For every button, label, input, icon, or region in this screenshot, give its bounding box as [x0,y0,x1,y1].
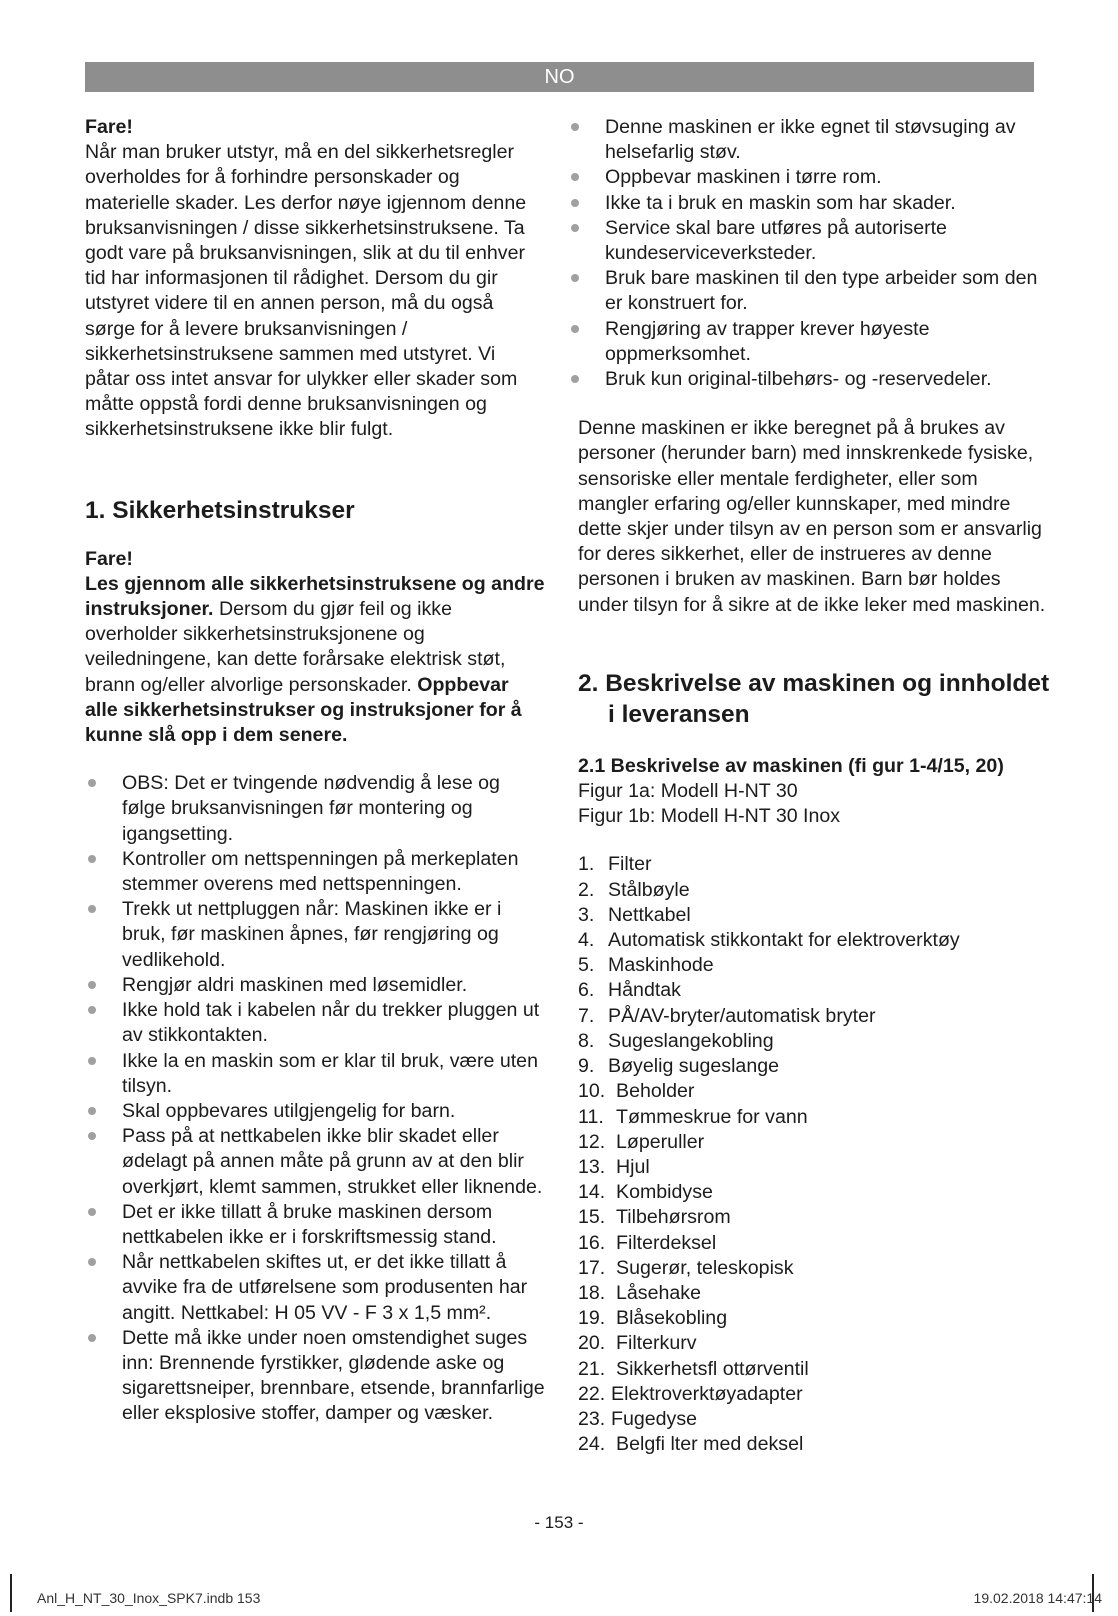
list-item: Oppbevar maskinen i tørre rom. [568,165,1053,190]
list-item: 3. Nettkabel [578,903,691,926]
bullet-icon [88,1258,96,1266]
figure-1a-caption: Figur 1a: Modell H-NT 30 [578,780,798,803]
left-column [85,115,545,1427]
list-item: 1. Filter [578,853,652,876]
language-code: NO [544,66,575,88]
bullet-icon [88,1107,96,1115]
list-item: Service skal bare utføres på autoriserte kundeserviceverksteder. [568,216,1053,266]
list-item: 18. Låsehake [578,1281,701,1304]
list-item: Det er ikke tillatt å bruke maskinen dersom nettkabelen ikke er i forskriftsmessig stand. [85,1200,545,1250]
right-column [578,115,1053,1457]
bullet-icon [571,224,579,232]
warning-bold-read: Les gjennom alle sikkerhetsinstruksene og andre instruksjoner. [85,572,545,621]
page-number: - 153 - [534,1513,584,1532]
list-item: 9. Bøyelig sugeslange [578,1055,780,1078]
persons-paragraph: Denne maskinen er ikke beregnet på å brukes av personer (herunder barn) med innskrenkede fysiske, sensoriske eller mentale ferdigheter, eller som mangler erfaring og/eller kunnskaper, med mindre dette skjer under tilsyn av en person som er ansvarlig for deres sikkerhet, eller de instrueres av denne personen i bruken av maskinen. Barn bør holdes under tilsyn for å sikre at de ikke leker med maskinen. [578,417,1046,616]
section-2-title: 2. Beskrivelse av maskinen og innholdet i leveransen [578,669,1050,728]
bullet-icon [571,123,579,131]
list-item: Bruk kun original-tilbehørs- og -reservedeler. [568,367,1053,392]
list-item: Rengjør aldri maskinen med løsemidler. [85,973,545,998]
intro-paragraph: Når man bruker utstyr, må en del sikkerhetsregler overholdes for å forhindre personskader og materielle skader. Les derfor nøye igjennom denne bruksanvisningen / disse sikkerhetsinstruksene. Ta godt vare på bruksanvisningen, slik at du til enhver tid har informasjonen til rådighet. Dersom du gir utstyret videre til en annen person, må du også sørge for å levere bruksanvisningen / sikkerhetsinstruksene sammen med utstyret. Vi påtar oss intet ansvar for ulykker eller skader som måtte oppstå fordi denne bruksanvisningen og sikkerhetsinstruksene ikke blir fulgt. [85,141,527,441]
footer-crop-mark-left [10,1574,12,1612]
list-item: 21. Sikkerhetsfl ottørventil [578,1357,809,1380]
footer-timestamp: 19.02.2018 14:47:14 [973,1590,1102,1606]
list-item: 24. Belgfi lter med deksel [578,1433,804,1456]
bullet-icon [88,1057,96,1065]
safety-warning-paragraph [85,572,545,748]
list-item: Bruk bare maskinen til den type arbeider som den er konstruert for. [568,266,1053,316]
subsection-2-1-title: 2.1 Beskrivelse av maskinen (fi gur 1-4/15, 20) [578,754,1004,777]
safety-warning-heading: Fare! [85,547,133,570]
list-item: 7. PÅ/AV-bryter/automatisk bryter [578,1004,876,1027]
list-item: 14. Kombidyse [578,1181,713,1204]
list-item: Kontroller om nettspenningen på merkeplaten stemmer overens med nettspenningen. [85,847,545,897]
bullet-icon [88,1334,96,1342]
list-item: 4. Automatisk stikkontakt for elektroverktøy [578,929,960,952]
bullet-icon [88,1006,96,1014]
list-item: 5. Maskinhode [578,954,714,977]
usage-bullet-list [568,115,1053,392]
list-item: 16. Filterdeksel [578,1231,717,1254]
list-item: 23. Fugedyse [578,1407,698,1430]
figure-1b-caption: Figur 1b: Modell H-NT 30 Inox [578,805,841,828]
list-item: Når nettkabelen skiftes ut, er det ikke tillatt å avvike fra de utførelsene som produsenten har angitt. Nettkabel: H 05 VV - F 3 x 1,5 mm². [85,1250,545,1326]
list-item: Skal oppbevares utilgjengelig for barn. [85,1099,545,1124]
bullet-icon [88,905,96,913]
list-item: Trekk ut nettpluggen når: Maskinen ikke er i bruk, før maskinen åpnes, før rengjøring og vedlikehold. [85,897,545,973]
footer-file-info: Anl_H_NT_30_Inox_SPK7.indb 153 [37,1590,261,1606]
section-1-title: 1. Sikkerhetsinstrukser [85,496,355,524]
bullet-icon [88,981,96,989]
list-item: Denne maskinen er ikke egnet til støvsuging av helsefarlig støv. [568,115,1053,165]
bullet-icon [88,1208,96,1216]
list-item: 22. Elektroverktøyadapter [578,1382,803,1405]
safety-bullet-list [85,771,545,1426]
bullet-icon [571,173,579,181]
bullet-icon [88,779,96,787]
bullet-icon [88,855,96,863]
list-item: 11. Tømmeskrue for vann [578,1105,808,1128]
list-item: Ikke la en maskin som er klar til bruk, være uten tilsyn. [85,1049,545,1099]
bullet-icon [571,325,579,333]
list-item: 12. Løperuller [578,1130,705,1153]
list-item: 6. Håndtak [578,979,681,1002]
intro-warning-heading: Fare! [85,116,133,138]
list-item: 8. Sugeslangekobling [578,1029,774,1052]
list-item: 2. Stålbøyle [578,878,690,901]
bullet-icon [571,274,579,282]
list-item: 20. Filterkurv [578,1332,697,1355]
warning-text: Dersom du gjør feil og ikke overholder sikkerhetsinstruksjonene og veiledningene, kan dette forårsake elektrisk støt, brann og/eller alvorlige personskader. [85,598,506,696]
bullet-icon [571,375,579,383]
list-item: OBS: Det er tvingende nødvendig å lese og følge bruksanvisningen før montering og igangsetting. [85,771,545,847]
list-item: 15. Tilbehørsrom [578,1206,731,1229]
list-item: Rengjøring av trapper krever høyeste oppmerksomhet. [568,317,1053,367]
language-header-bar [85,62,1034,92]
list-item: Pass på at nettkabelen ikke blir skadet eller ødelagt på annen måte på grunn av at den blir overkjørt, klemt sammen, strukket eller liknende. [85,1124,545,1200]
list-item: Ikke ta i bruk en maskin som har skader. [568,191,1053,216]
list-item: Dette må ikke under noen omstendighet suges inn: Brennende fyrstikker, glødende aske og sigarettsneiper, brennbare, etsende, brannfarlige eller eksplosive stoffer, damper og væsker. [85,1326,545,1427]
bullet-icon [88,1132,96,1140]
list-item: Ikke hold tak i kabelen når du trekker pluggen ut av stikkontakten. [85,998,545,1048]
warning-bold-keep: Oppbevar alle sikkerhetsinstrukser og instruksjoner for å kunne slå opp i dem senere. [85,673,522,747]
bullet-icon [571,199,579,207]
list-item: 19. Blåsekobling [578,1307,728,1330]
list-item: 17. Sugerør, teleskopisk [578,1256,794,1279]
parts-list [578,852,1053,1457]
list-item: 10. Beholder [578,1080,695,1103]
list-item: 13. Hjul [578,1155,650,1178]
